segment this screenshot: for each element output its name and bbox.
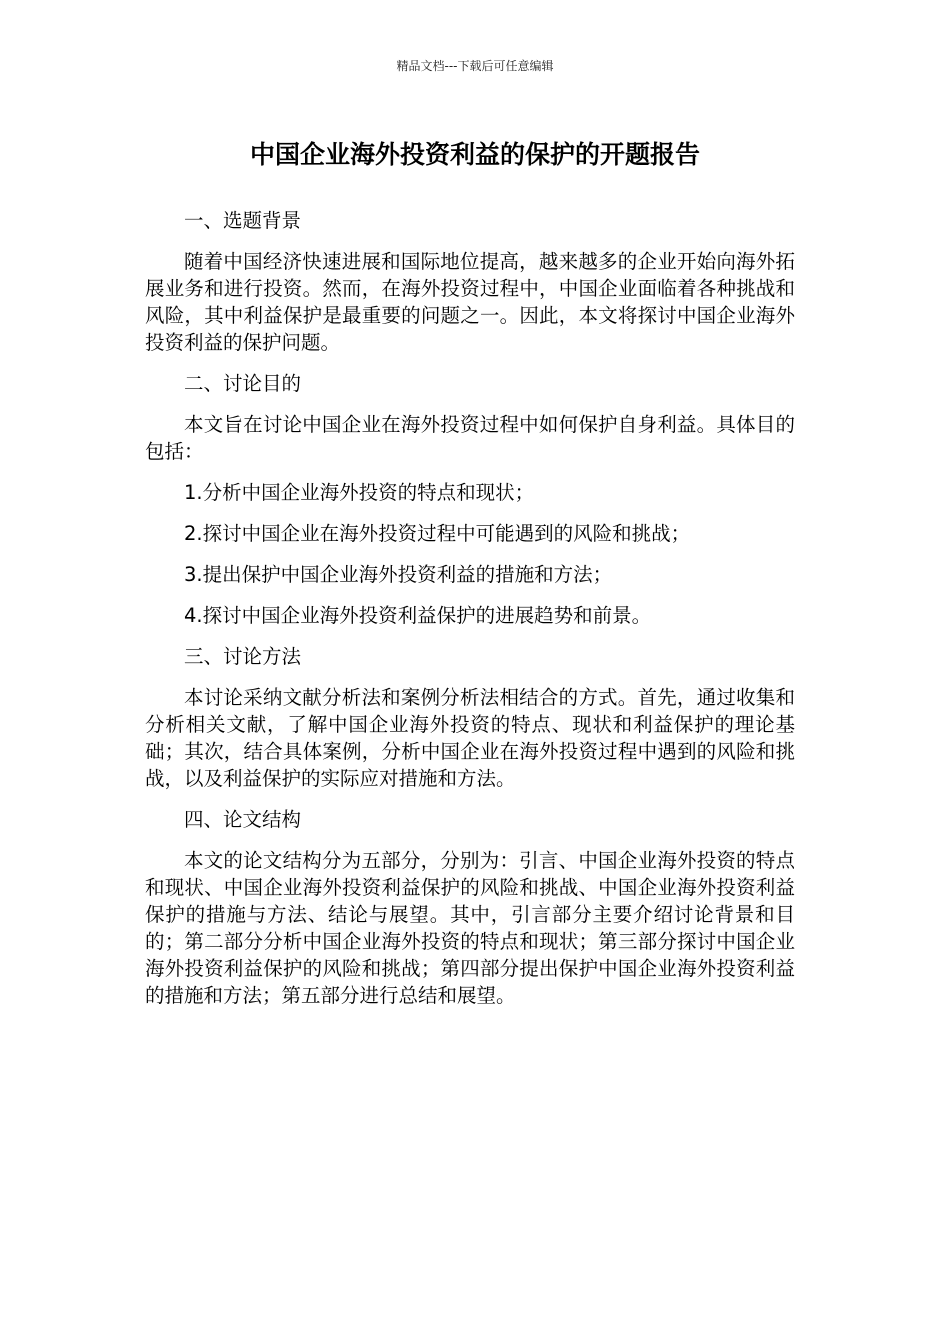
list-item: 4.探讨中国企业海外投资利益保护的进展趋势和前景。 — [184, 604, 652, 627]
list-item: 1.分析中国企业海外投资的特点和现状； — [184, 481, 535, 504]
section-heading-structure: 四、论文结构 — [184, 808, 302, 831]
paragraph-method: 本讨论采纳文献分析法和案例分析法相结合的方式。首先，通过收集和分析相关文献，了解中国企业海外投资的特点、现状和利益保护的理论基础；其次，结合具体案例，分析中国企业在海外投资过程中遇到的风险和挑战，以及利益保护的实际应对措施和方法。 — [145, 686, 795, 790]
section-heading-background: 一、选题背景 — [184, 209, 302, 232]
section-heading-purpose: 二、讨论目的 — [184, 372, 302, 395]
page-header: 精品文档---下载后可任意编辑 — [396, 59, 554, 73]
paragraph-background: 随着中国经济快速进展和国际地位提高，越来越多的企业开始向海外拓展业务和进行投资。然而，在海外投资过程中，中国企业面临着各种挑战和风险，其中利益保护是最重要的问题之一。因此，本文将探讨中国企业海外投资利益的保护问题。 — [145, 250, 795, 354]
document-title: 中国企业海外投资利益的保护的开题报告 — [249, 140, 700, 169]
section-heading-method: 三、讨论方法 — [184, 645, 302, 668]
list-item: 2.探讨中国企业在海外投资过程中可能遇到的风险和挑战； — [184, 522, 691, 545]
document-body — [145, 207, 795, 1023]
list-item: 3.提出保护中国企业海外投资利益的措施和方法； — [184, 563, 613, 586]
paragraph-structure: 本文的论文结构分为五部分，分别为：引言、中国企业海外投资的特点和现状、中国企业海外投资利益保护的风险和挑战、中国企业海外投资利益保护的措施与方法、结论与展望。其中，引言部分主要介绍讨论背景和目的；第二部分分析中国企业海外投资的特点和现状；第三部分探讨中国企业海外投资利益保护的风险和挑战；第四部分提出保护中国企业海外投资利益的措施和方法；第五部分进行总结和展望。 — [145, 849, 795, 1007]
paragraph-purpose: 本文旨在讨论中国企业在海外投资过程中如何保护自身利益。具体目的包括： — [145, 413, 795, 463]
